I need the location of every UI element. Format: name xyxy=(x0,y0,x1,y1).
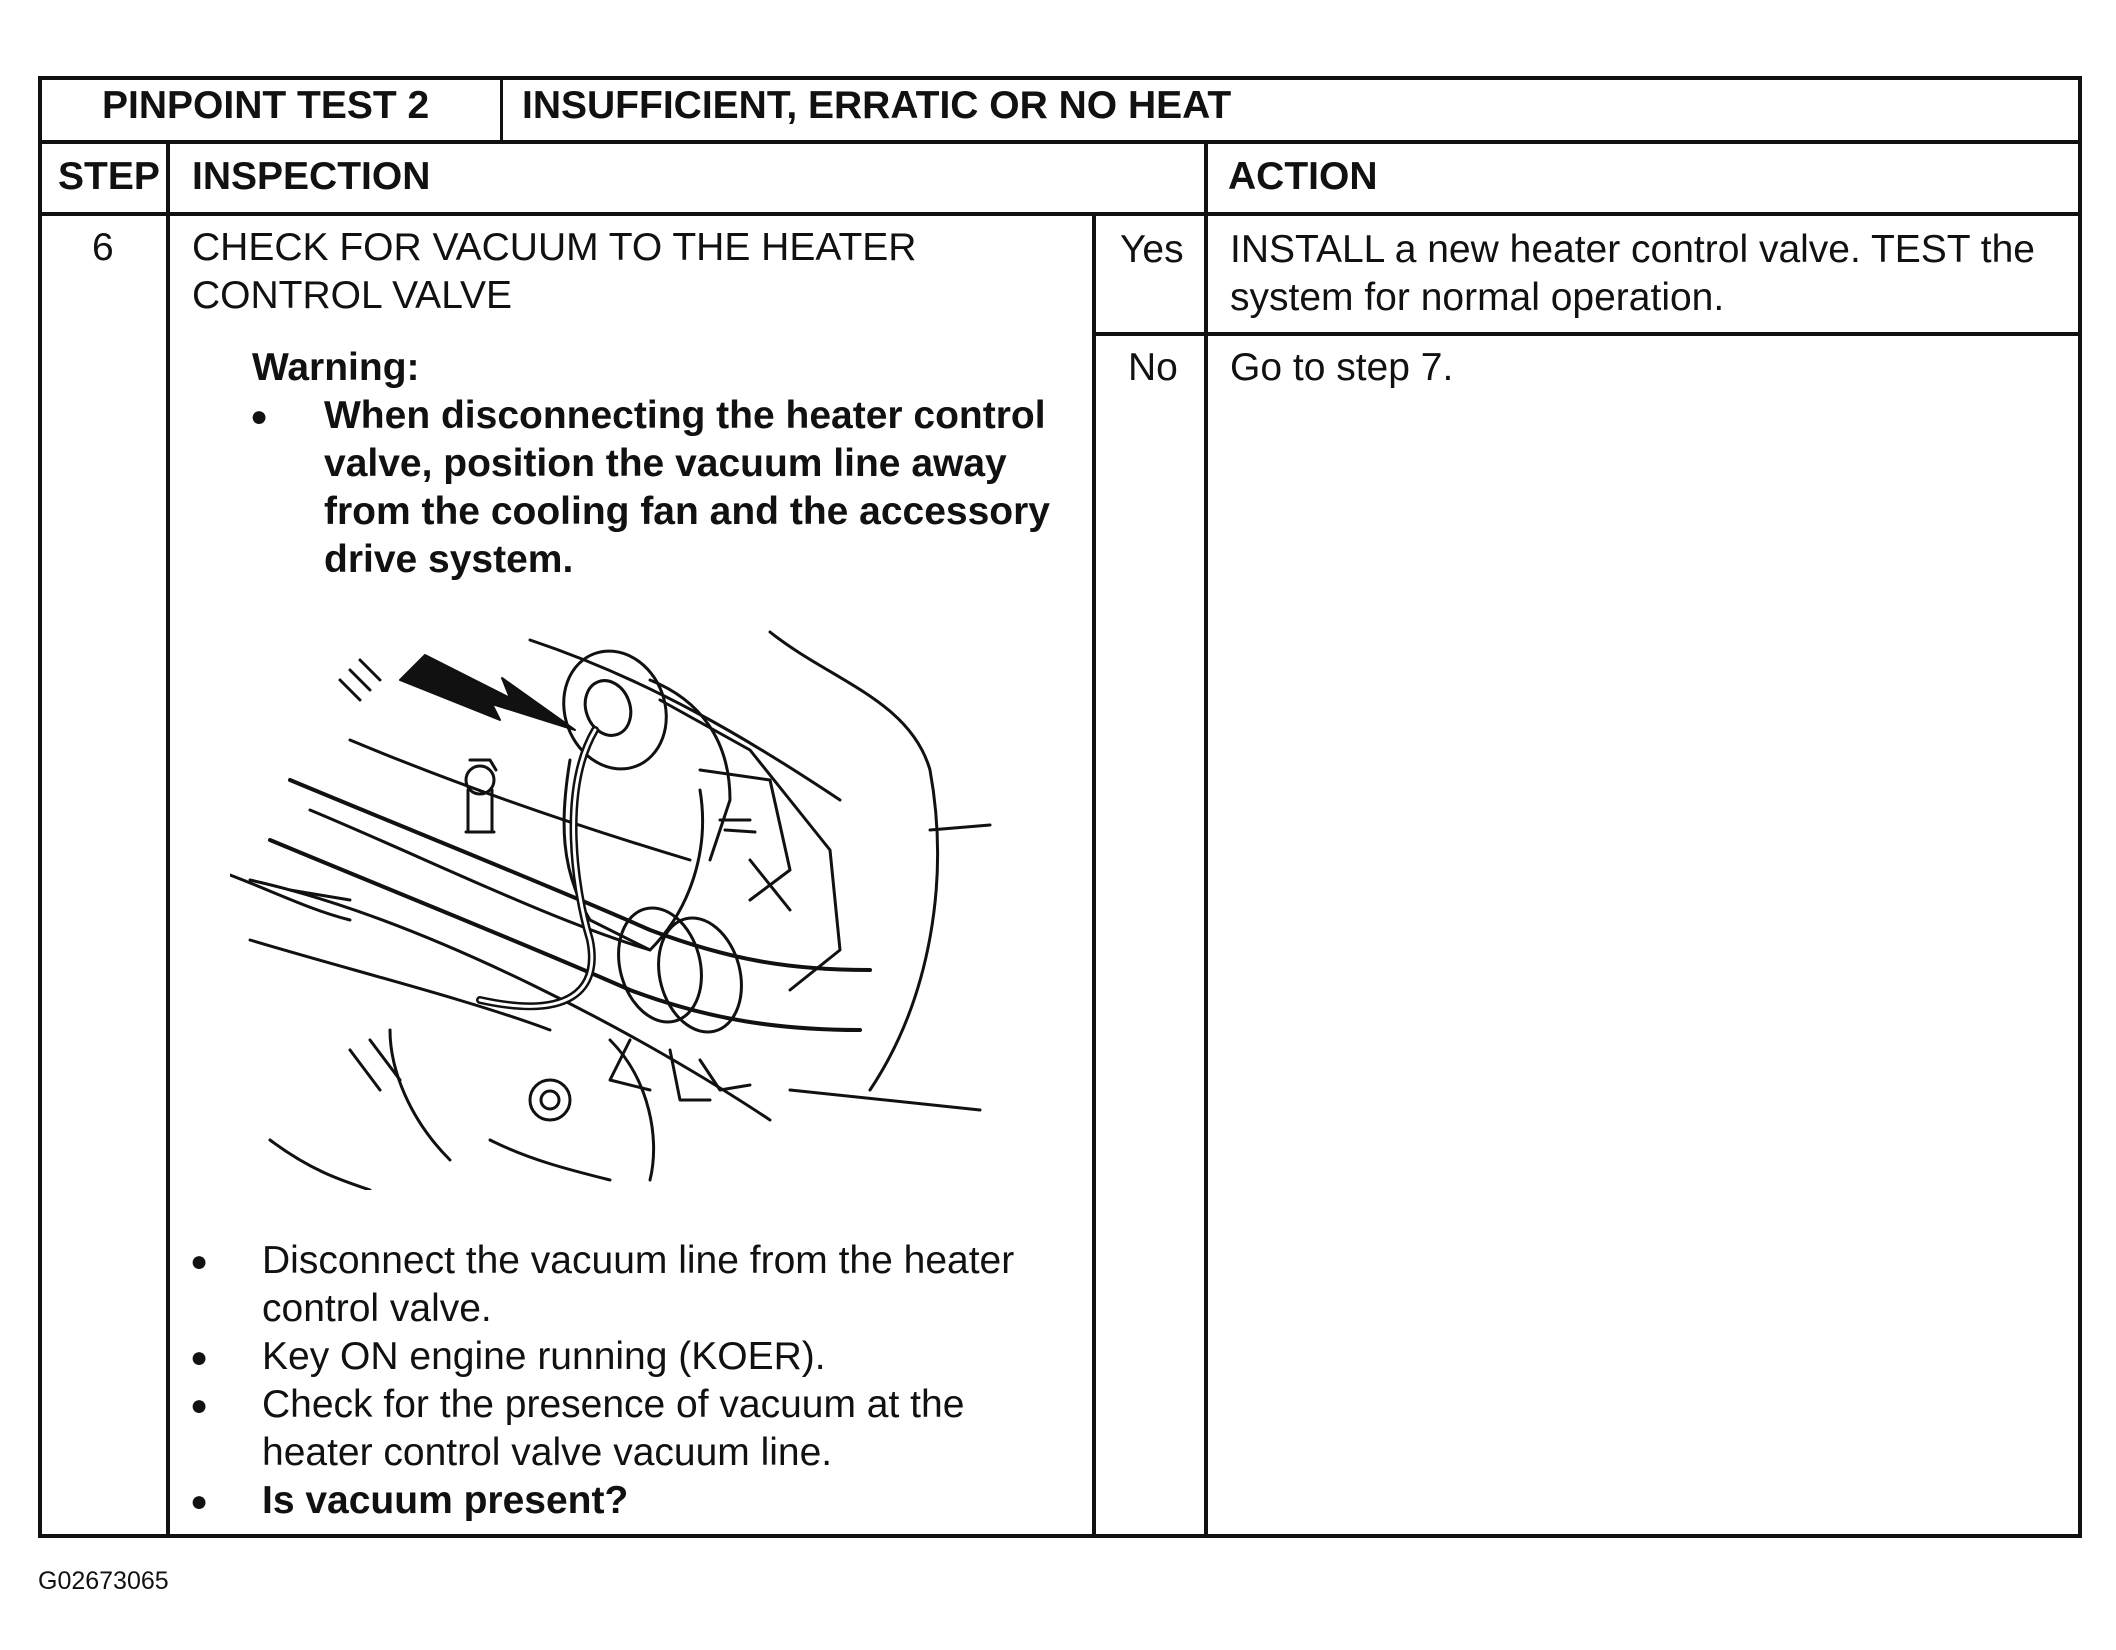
procedure-1-line1: Disconnect the vacuum line from the heater xyxy=(262,1239,1015,1282)
answer-no-action-line1: Go to step 7. xyxy=(1230,346,1454,389)
warning-line-4: drive system. xyxy=(324,538,574,581)
heater-control-valve-illustration xyxy=(230,620,1010,1190)
column-header-action: ACTION xyxy=(1228,155,1378,198)
check-title-line2: CONTROL VALVE xyxy=(192,274,513,317)
warning-bullet: ● xyxy=(250,400,269,433)
answer-yes-action-line1: INSTALL a new heater control valve. TEST the xyxy=(1230,228,2035,271)
pinpoint-test-title: INSUFFICIENT, ERRATIC OR NO HEAT xyxy=(522,84,1232,127)
check-title-line1: CHECK FOR VACUUM TO THE HEATER xyxy=(192,226,917,269)
table-border-right xyxy=(2078,76,2082,1538)
column-header-inspection: INSPECTION xyxy=(192,155,431,198)
header-divider xyxy=(38,140,2082,144)
warning-line-2: valve, position the vacuum line away xyxy=(324,442,1007,485)
procedure-4-line1: Is vacuum present? xyxy=(262,1479,629,1522)
answer-row-divider xyxy=(1092,332,2082,336)
answer-yes-action-line2: system for normal operation. xyxy=(1230,276,1725,319)
table-border-bottom xyxy=(38,1534,2082,1538)
procedure-3-line1: Check for the presence of vacuum at the xyxy=(262,1383,965,1426)
column-header-step: STEP xyxy=(58,155,160,198)
warning-label: Warning: xyxy=(252,346,420,389)
warning-line-3: from the cooling fan and the accessory xyxy=(324,490,1050,533)
column-header-divider xyxy=(38,212,2082,216)
answer-no-label: No xyxy=(1128,346,1178,389)
step-column-divider xyxy=(166,142,170,1536)
procedure-1-line2: control valve. xyxy=(262,1287,492,1330)
procedure-bullet-3: ● xyxy=(190,1389,209,1422)
procedure-bullet-1: ● xyxy=(190,1245,209,1278)
title-vertical-divider xyxy=(500,76,503,142)
warning-line-1: When disconnecting the heater control xyxy=(324,394,1046,437)
pinpoint-test-label: PINPOINT TEST 2 xyxy=(102,84,430,127)
table-border-left xyxy=(38,76,42,1538)
table-border-top xyxy=(38,76,2082,80)
answer-yes-label: Yes xyxy=(1120,228,1184,271)
procedure-3-line2: heater control valve vacuum line. xyxy=(262,1431,833,1474)
step-number: 6 xyxy=(92,226,114,269)
procedure-bullet-2: ● xyxy=(190,1341,209,1374)
answer-column-divider xyxy=(1204,142,1208,1536)
procedure-bullet-4: ● xyxy=(190,1485,209,1518)
procedure-2-line1: Key ON engine running (KOER). xyxy=(262,1335,826,1378)
inspection-column-divider xyxy=(1092,214,1096,1536)
figure-id: G02673065 xyxy=(38,1567,169,1595)
